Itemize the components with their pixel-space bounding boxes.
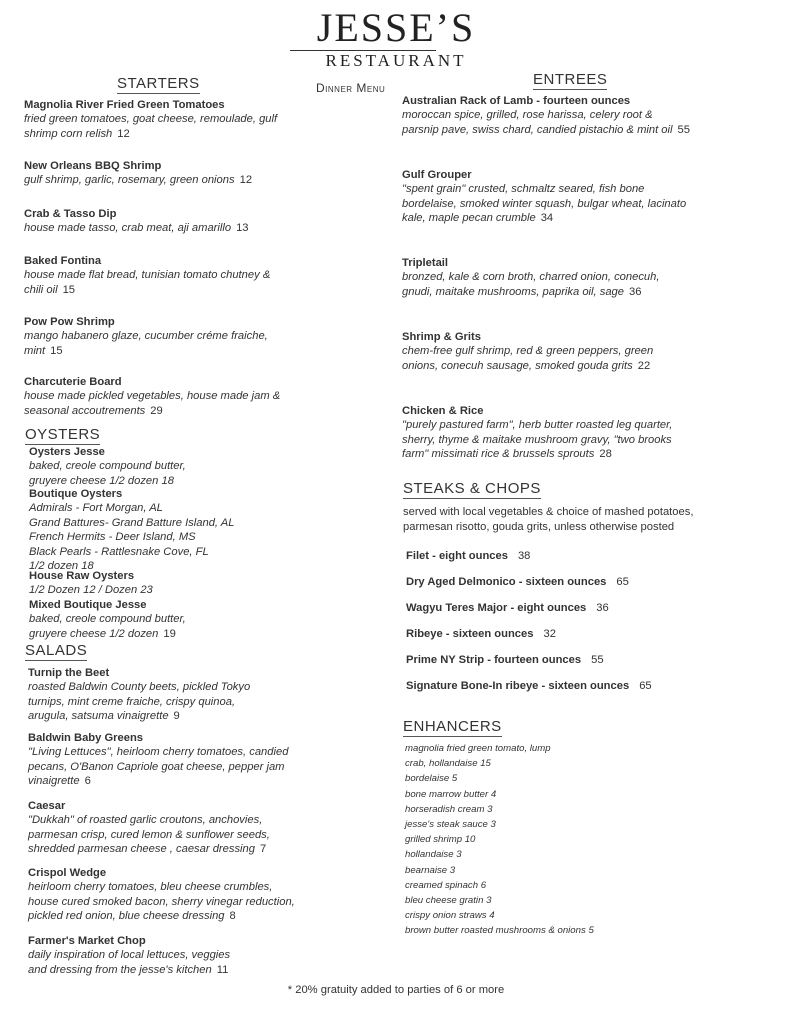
item-description: daily inspiration of local lettuces, veggies bbox=[28, 949, 231, 961]
item-price: 11 bbox=[216, 963, 229, 976]
item-description: and dressing from the jesse's kitchen bbox=[28, 963, 212, 976]
steak-item bbox=[406, 680, 652, 692]
item-description: pickled red onion, blue cheese dressing bbox=[28, 910, 225, 923]
item-name: Pow Pow Shrimp bbox=[24, 316, 115, 328]
starter-item bbox=[24, 207, 364, 236]
item-name: Shrimp & Grits bbox=[402, 331, 481, 343]
item-price: 8 bbox=[229, 910, 236, 923]
item-name: Oysters Jesse bbox=[29, 446, 105, 458]
item-name: Gulf Grouper bbox=[402, 169, 472, 181]
item-description: baked, creole compound butter, bbox=[29, 613, 186, 625]
steaks-note bbox=[403, 505, 783, 535]
item-description: house made flat bread, tunisian tomato chutney & bbox=[24, 269, 271, 281]
item-price: 6 bbox=[84, 775, 91, 788]
item-price: 28 bbox=[599, 448, 612, 461]
item-name: Tripletail bbox=[402, 257, 449, 269]
oyster-item bbox=[29, 446, 329, 488]
starter-item bbox=[24, 254, 364, 297]
starter-item bbox=[24, 315, 364, 358]
item-description: "purely pastured farm", herb butter roasted leg quarter, bbox=[402, 419, 673, 431]
enhancer-item: hollandaise 3 bbox=[405, 849, 462, 861]
enhancer-item: bone marrow butter 4 bbox=[405, 788, 497, 800]
item-name: Magnolia River Fried Green Tomatoes bbox=[24, 99, 225, 111]
enhancers-heading: ENHANCERS bbox=[403, 718, 502, 735]
starter-item bbox=[24, 375, 364, 418]
enhancer-item: creamed spinach 6 bbox=[405, 879, 487, 891]
enhancers-list bbox=[405, 741, 594, 939]
enhancer-item: magnolia fried green tomato, lump bbox=[405, 743, 551, 754]
item-description: shredded parmesan cheese , caesar dressing bbox=[28, 843, 255, 856]
oyster-variety: Grand Battures- Grand Batture Island, AL bbox=[29, 516, 235, 529]
steaks-note-line: parmesan risotto, gouda grits, unless otherwise posted bbox=[403, 521, 675, 533]
item-price: 55 bbox=[677, 123, 690, 136]
enhancer-item: crab, hollandaise 15 bbox=[405, 758, 491, 770]
item-description: gruyere cheese 1/2 dozen bbox=[29, 627, 159, 640]
item-description: house made tasso, crab meat, aji amarillo bbox=[24, 222, 232, 234]
steak-item bbox=[406, 576, 629, 588]
restaurant-logo-subtitle: RESTAURANT bbox=[325, 51, 467, 70]
item-description: arugula, satsuma vinaigrette bbox=[28, 710, 169, 723]
item-description: shrimp corn relish bbox=[24, 127, 113, 140]
entree-item bbox=[402, 330, 782, 373]
item-name: Baked Fontina bbox=[24, 255, 102, 267]
item-name: Caesar bbox=[28, 800, 66, 812]
item-description: farm" missimati rice & brussels sprouts bbox=[402, 448, 595, 461]
item-description: vinaigrette bbox=[28, 775, 80, 788]
salad-item bbox=[28, 866, 368, 924]
item-description: turnips, mint creme fraiche, crispy quinoa, bbox=[28, 695, 236, 708]
item-price: 34 bbox=[540, 212, 554, 225]
item-name: Crab & Tasso Dip bbox=[24, 208, 117, 220]
item-name: Australian Rack of Lamb - fourteen ounces bbox=[402, 95, 631, 107]
salads-heading: SALADS bbox=[25, 642, 88, 659]
oyster-variety: Black Pearls - Rattlesnake Cove, FL bbox=[29, 545, 209, 558]
salad-item bbox=[28, 731, 368, 789]
steaks-note-line: served with local vegetables & choice of mashed potatoes, bbox=[403, 506, 694, 518]
starter-item bbox=[24, 98, 364, 141]
item-name: Mixed Boutique Jesse bbox=[29, 599, 147, 611]
entree-item bbox=[402, 168, 782, 226]
item-price: 36 bbox=[629, 285, 642, 298]
item-name: Farmer's Market Chop bbox=[28, 935, 146, 947]
item-description: chem-free gulf shrimp, red & green peppers, green bbox=[402, 345, 654, 357]
item-price: 22 bbox=[637, 359, 651, 372]
entree-item bbox=[402, 404, 782, 462]
item-price: 65 bbox=[616, 576, 629, 588]
item-price: 13 bbox=[236, 222, 249, 234]
item-price: 65 bbox=[639, 680, 652, 692]
item-description: mango habanero glaze, cucumber créme fraiche, bbox=[24, 330, 268, 342]
entree-item bbox=[402, 94, 782, 137]
salad-item bbox=[28, 934, 368, 977]
item-description: house cured smoked bacon, sherry vinegar reduction, bbox=[28, 895, 295, 908]
starter-item bbox=[24, 159, 364, 188]
enhancer-item: horseradish cream 3 bbox=[405, 803, 493, 815]
item-description: mint bbox=[24, 344, 46, 357]
item-price: 36 bbox=[596, 602, 609, 614]
item-name: Turnip the Beet bbox=[28, 667, 110, 679]
item-description: gnudi, maitake mushrooms, paprika oil, sage bbox=[402, 285, 624, 298]
item-description: parsnip pave, swiss chard, candied pistachio & mint oil bbox=[402, 123, 673, 136]
item-price: 12 bbox=[117, 127, 130, 140]
steak-item bbox=[406, 550, 530, 562]
enhancer-item: bleu cheese gratin 3 bbox=[405, 895, 492, 907]
item-name: Boutique Oysters bbox=[29, 488, 123, 500]
item-description: gulf shrimp, garlic, rosemary, green onions bbox=[24, 174, 235, 186]
item-description: gruyere cheese 1/2 dozen 18 bbox=[29, 474, 174, 487]
oyster-variety: Admirals - Fort Morgan, AL bbox=[29, 502, 163, 514]
item-description: moroccan spice, grilled, rose harissa, celery root & bbox=[402, 109, 653, 121]
item-name: New Orleans BBQ Shrimp bbox=[24, 160, 162, 172]
item-price: 32 bbox=[543, 628, 556, 640]
item-description: "Dukkah" of roasted garlic croutons, anchovies, bbox=[28, 814, 263, 826]
item-description: "spent grain" crusted, schmaltz seared, fish bone bbox=[402, 183, 645, 195]
item-name: Prime NY Strip - fourteen ounces bbox=[406, 654, 582, 666]
item-description: heirloom cherry tomatoes, bleu cheese crumbles, bbox=[28, 881, 273, 893]
item-description: bordelaise, smoked winter squash, bulgar wheat, lacinato bbox=[402, 197, 687, 210]
item-description: "Living Lettuces", heirloom cherry tomatoes, candied bbox=[28, 746, 289, 758]
item-description: seasonal accoutrements bbox=[24, 404, 146, 417]
item-price: 12 bbox=[239, 174, 253, 186]
enhancer-item: bordelaise 5 bbox=[405, 773, 458, 785]
oyster-variety: French Hermits - Deer Island, MS bbox=[29, 531, 196, 543]
oyster-item bbox=[29, 488, 329, 574]
item-description: pecans, O'Banon Capriole goat cheese, pepper jam bbox=[28, 760, 285, 773]
item-description: kale, maple pecan crumble bbox=[402, 212, 536, 225]
item-name: Filet - eight ounces bbox=[406, 550, 508, 562]
salad-item bbox=[28, 799, 368, 857]
oyster-item bbox=[29, 570, 329, 598]
restaurant-logo-name: JESSE’S bbox=[316, 5, 476, 50]
item-name: Signature Bone-In ribeye - sixteen ounces bbox=[406, 680, 630, 692]
item-name: House Raw Oysters bbox=[29, 570, 135, 582]
steaks-heading: STEAKS & CHOPS bbox=[403, 480, 541, 497]
steak-item bbox=[406, 602, 609, 614]
item-description: sherry, thyme & maitake mushroom gravy, "two brooks bbox=[402, 433, 672, 446]
item-name: Wagyu Teres Major - eight ounces bbox=[406, 602, 587, 614]
enhancer-item: brown butter roasted mushrooms & onions 5 bbox=[405, 925, 594, 937]
item-description: 1/2 dozen 18 bbox=[29, 560, 94, 572]
item-name: Ribeye - sixteen ounces bbox=[406, 628, 534, 640]
oysters-heading: OYSTERS bbox=[25, 426, 101, 443]
starters-heading: STARTERS bbox=[117, 75, 200, 92]
item-price: 55 bbox=[591, 654, 604, 666]
entrees-heading: ENTREES bbox=[533, 71, 608, 88]
item-description: fried green tomatoes, goat cheese, remoulade, gulf bbox=[24, 113, 278, 125]
steak-item bbox=[406, 654, 604, 666]
item-description: roasted Baldwin County beets, pickled Tokyo bbox=[28, 681, 251, 693]
item-description: chili oil bbox=[24, 283, 58, 296]
item-description: parmesan crisp, cured lemon & sunflower seeds, bbox=[28, 828, 270, 841]
entree-item bbox=[402, 256, 782, 299]
item-price: 19 bbox=[163, 627, 176, 640]
item-price: 29 bbox=[150, 404, 163, 417]
salad-item bbox=[28, 666, 368, 724]
item-name: Baldwin Baby Greens bbox=[28, 732, 144, 744]
item-name: Crispol Wedge bbox=[28, 867, 107, 879]
dinner-menu-label: Dinner Menu bbox=[316, 81, 386, 95]
steak-item bbox=[406, 628, 556, 640]
item-description: bronzed, kale & corn broth, charred onion, conecuh, bbox=[402, 271, 660, 283]
gratuity-note: * 20% gratuity added to parties of 6 or more bbox=[287, 984, 505, 996]
enhancer-item: crispy onion straws 4 bbox=[405, 910, 495, 922]
item-name: Dry Aged Delmonico - sixteen ounces bbox=[406, 576, 607, 588]
enhancer-item: grilled shrimp 10 bbox=[405, 834, 476, 846]
item-name: Charcuterie Board bbox=[24, 376, 122, 388]
item-description: baked, creole compound butter, bbox=[29, 460, 186, 472]
enhancer-item: bearnaise 3 bbox=[405, 864, 456, 876]
oyster-item bbox=[29, 599, 329, 641]
item-description: house made pickled vegetables, house made jam & bbox=[24, 390, 281, 402]
item-price: 38 bbox=[517, 550, 531, 562]
item-price: 7 bbox=[260, 843, 267, 856]
item-price: 9 bbox=[173, 710, 180, 723]
item-price: 15 bbox=[50, 344, 63, 357]
item-name: Chicken & Rice bbox=[402, 405, 484, 417]
item-description: 1/2 Dozen 12 / Dozen 23 bbox=[29, 584, 153, 596]
item-description: onions, conecuh sausage, smoked gouda grits bbox=[402, 359, 633, 372]
item-price: 15 bbox=[62, 283, 76, 296]
enhancer-item: jesse's steak sauce 3 bbox=[405, 819, 496, 831]
